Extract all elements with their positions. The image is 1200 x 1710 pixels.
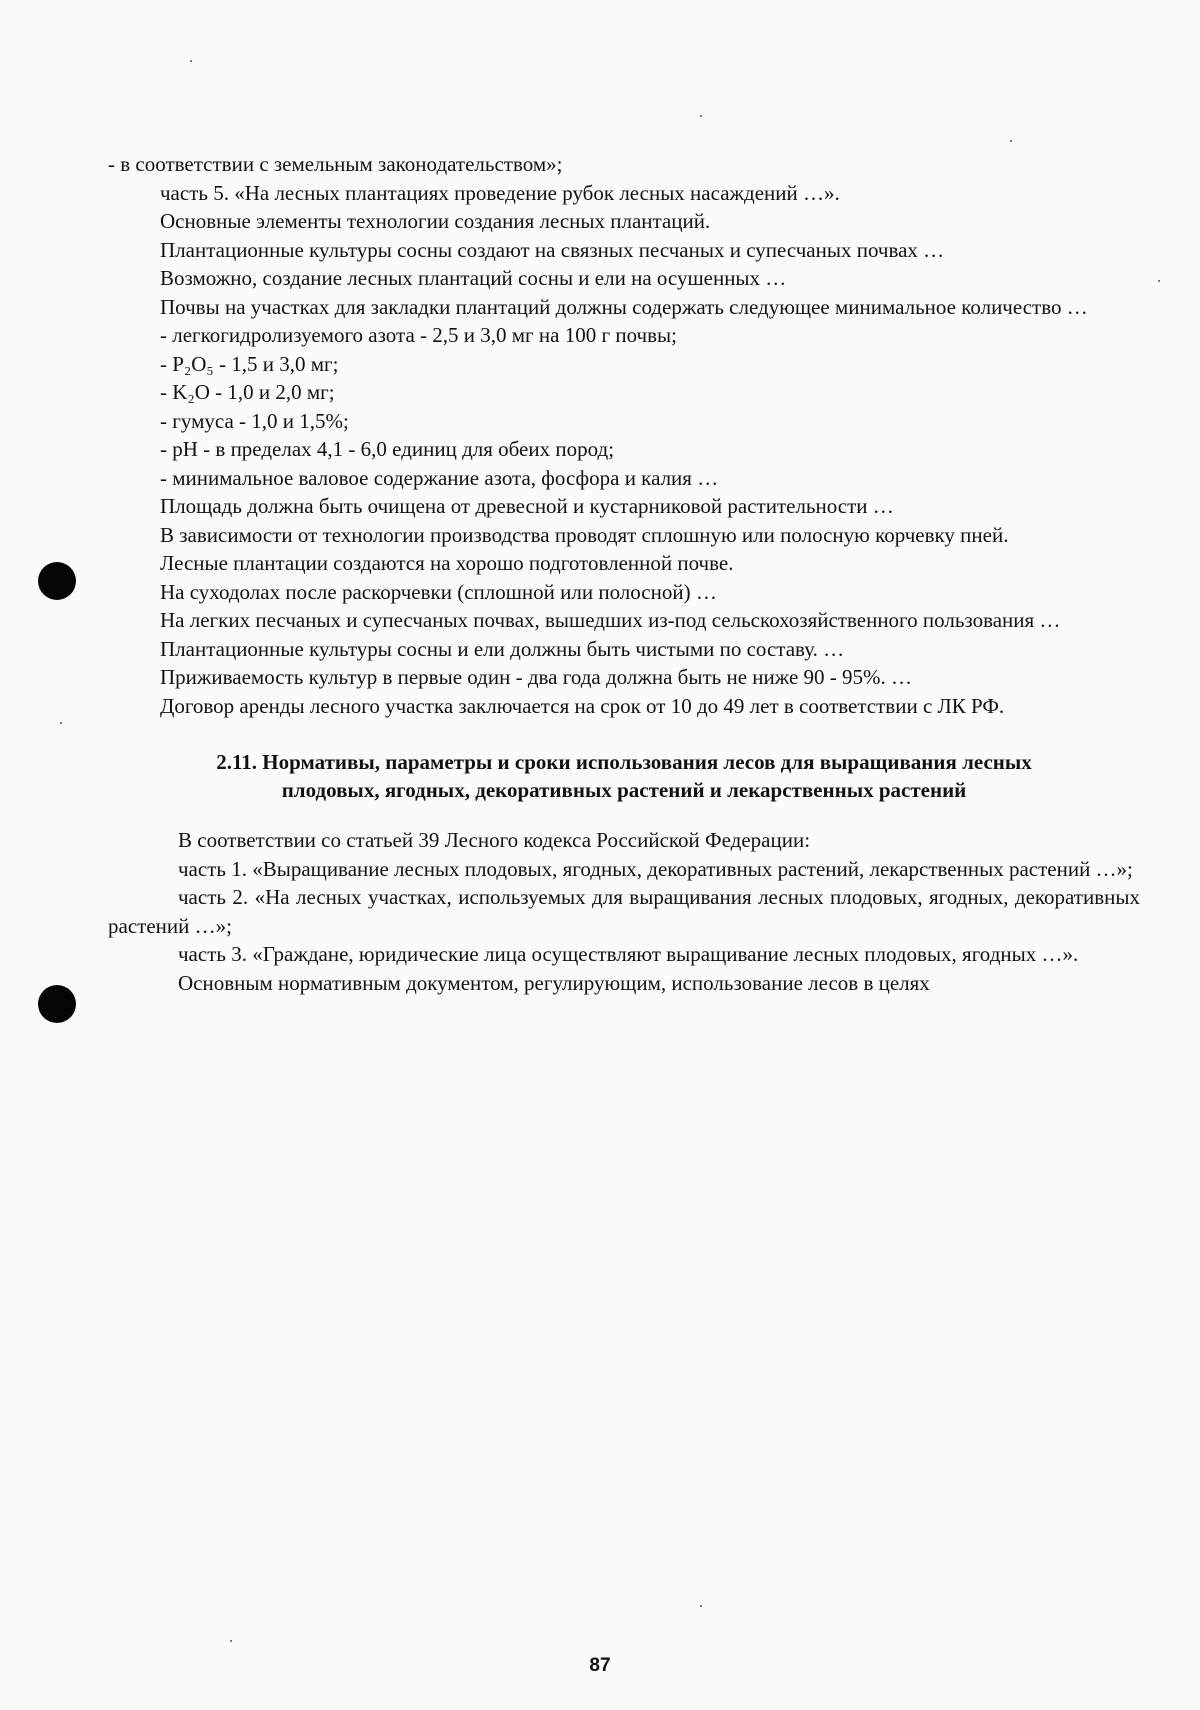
binder-hole [38, 985, 76, 1023]
paragraph: В зависимости от технологии производства проводят сплошную или полосную корчевку пней. [160, 522, 1009, 547]
paragraph: На суходолах после раскорчевки (сплошной или полосной) … [160, 579, 717, 604]
spacer [108, 804, 1140, 826]
paragraph: Возможно, создание лесных плантаций сосны и ели на осушенных … [160, 266, 787, 290]
scan-speck [700, 115, 702, 117]
paragraph: Плантационные культуры сосны и ели должны быть чистыми по составу. … [160, 636, 845, 661]
paragraph: Основные элементы технологии создания лесных плантаций. [160, 209, 711, 233]
scan-speck [230, 1640, 232, 1642]
paragraph: - минимальное валовое содержание азота, фосфора и калия … [160, 465, 719, 490]
paragraph: На легких песчаных и супесчаных почвах, вышедших из-под сельскохозяйственного пользования … [160, 608, 1061, 632]
paragraphs-bottom [108, 826, 1140, 997]
section-heading: 2.11. Нормативы, параметры и сроки использования лесов для выращивания лесных плодовых, ягодных, декоративных растений и лекарственных растений [216, 750, 1032, 802]
paragraph: Приживаемость культур в первые один - два года должна быть не ниже 90 - 95%. … [160, 665, 913, 689]
paragraph: часть 2. «На лесных участках, используемых для выращивания лесных плодовых, ягодных, декоративных растений …»; [108, 885, 1140, 938]
scan-speck [1158, 280, 1160, 282]
scan-speck [700, 1605, 702, 1607]
paragraph: часть 3. «Граждане, юридические лица осуществляют выращивание лесных плодовых, ягодных …». [178, 942, 1079, 966]
paragraph: В соответствии со статьей 39 Лесного кодекса Российской Федерации: [178, 828, 811, 852]
paragraph: часть 5. «На лесных плантациях проведение рубок лесных насаждений …». [160, 180, 840, 205]
spacer [108, 720, 1140, 748]
paragraph: Почвы на участках для закладки плантаций должны содержать следующее минимальное количество … [160, 294, 1088, 319]
page-number: 87 [589, 1655, 611, 1676]
paragraph: Договор аренды лесного участка заключается на срок от 10 до 49 лет в соответствии с ЛК РФ. [160, 693, 1005, 718]
paragraph: - pH - в пределах 4,1 - 6,0 единиц для обеих пород; [160, 437, 615, 461]
paragraph: Площадь должна быть очищена от древесной и кустарниковой растительности … [160, 494, 894, 518]
document-body [108, 150, 1140, 997]
paragraph: - легкогидролизуемого азота - 2,5 и 3,0 мг на 100 г почвы; [160, 323, 677, 347]
scan-speck [1010, 140, 1012, 142]
paragraph: Плантационные культуры сосны создают на связных песчаных и супесчаных почвах … [160, 237, 945, 262]
paragraphs-top [108, 150, 1140, 720]
paragraph: - P₂O₅ - 1,5 и 3,0 мг; [160, 351, 339, 376]
paragraph: - в соответствии с земельным законодательством»; [108, 152, 563, 176]
paragraph: Основным нормативным документом, регулирующим, использование лесов в целях [178, 970, 930, 995]
scan-speck [190, 60, 192, 62]
binder-hole [38, 562, 76, 600]
paragraph: - K₂O - 1,0 и 2,0 мг; [160, 380, 335, 404]
paragraph: часть 1. «Выращивание лесных плодовых, ягодных, декоративных растений, лекарственных растений …»; [178, 856, 1133, 881]
scan-speck [60, 722, 62, 724]
paragraph: Лесные плантации создаются на хорошо подготовленной почве. [160, 551, 734, 575]
paragraph: - гумуса - 1,0 и 1,5%; [160, 408, 349, 433]
